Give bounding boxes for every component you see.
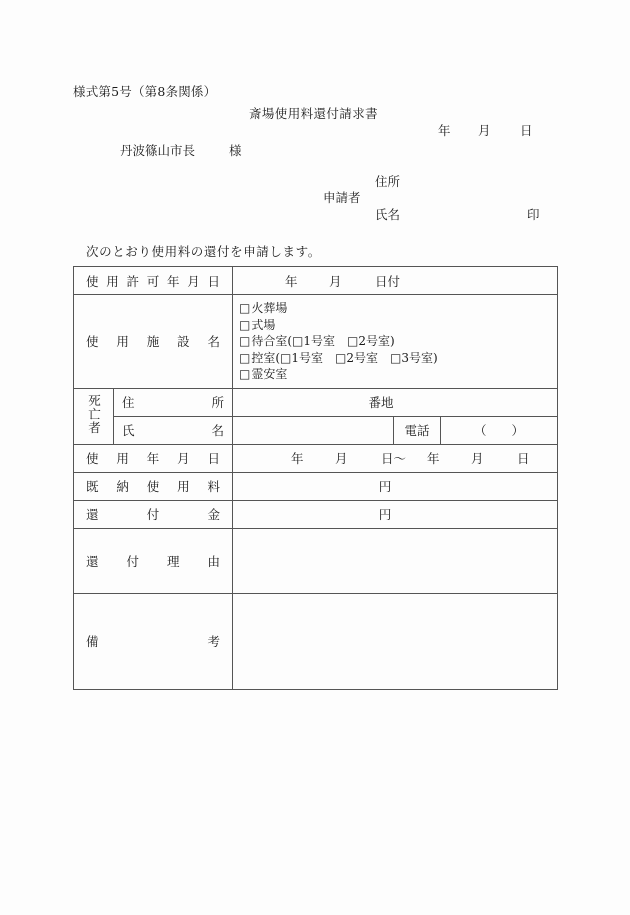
remarks-label-cell bbox=[74, 593, 233, 689]
deceased-tel-label: 電話 bbox=[404, 423, 430, 439]
permit-date-value bbox=[233, 272, 557, 290]
facility-label-cell bbox=[74, 295, 233, 389]
facility-option-anteroom[interactable] bbox=[239, 350, 557, 367]
permit-year-label: 年 bbox=[285, 273, 298, 289]
refund-request-table bbox=[73, 266, 558, 690]
deceased-label-cell bbox=[74, 388, 114, 444]
use-date-label-cell bbox=[74, 444, 233, 472]
facility-option-label: 式場 bbox=[251, 317, 276, 332]
facility-option-ceremony-hall[interactable] bbox=[239, 317, 557, 334]
checkbox-icon[interactable]: □ bbox=[239, 350, 251, 365]
deceased-address-label: 住所 bbox=[122, 395, 225, 411]
date-day-label: 日 bbox=[520, 123, 533, 138]
applicant-name-label: 氏名 bbox=[375, 207, 401, 222]
table-row-remarks bbox=[74, 593, 558, 689]
remarks-value-cell[interactable] bbox=[233, 593, 558, 689]
facility-option-mortuary[interactable] bbox=[239, 366, 557, 383]
use-date-to-year: 年 bbox=[427, 451, 440, 467]
use-date-from-month: 月 bbox=[335, 451, 348, 467]
refund-reason-label-cell bbox=[74, 528, 233, 593]
paid-fee-label: 既納使用料 bbox=[86, 479, 221, 495]
refund-amount-value-cell[interactable] bbox=[233, 500, 558, 528]
refund-amount-label-cell bbox=[74, 500, 233, 528]
intro-sentence: 次のとおり使用料の還付を申請します。 bbox=[86, 244, 321, 259]
facility-options-cell[interactable] bbox=[233, 295, 558, 389]
paid-fee-label-cell bbox=[74, 472, 233, 500]
permit-day-label: 日付 bbox=[375, 273, 401, 289]
deceased-name-label-cell bbox=[114, 416, 233, 444]
checkbox-icon[interactable]: □ bbox=[239, 301, 251, 315]
deceased-label: 死亡者 bbox=[86, 394, 102, 435]
permit-month-label: 月 bbox=[329, 273, 342, 289]
facility-option-label: 霊安室 bbox=[251, 367, 288, 382]
date-year-label: 年 bbox=[438, 123, 451, 138]
deceased-address-label-cell bbox=[114, 388, 233, 416]
refund-reason-label: 還付理由 bbox=[86, 553, 221, 569]
deceased-name-label: 氏名 bbox=[122, 423, 225, 439]
facility-option-crematorium[interactable] bbox=[239, 300, 557, 317]
paid-fee-value-cell[interactable] bbox=[233, 472, 558, 500]
permit-date-value-cell[interactable] bbox=[233, 267, 558, 295]
table-row-refund-amount bbox=[74, 500, 558, 528]
table-row-deceased-name bbox=[74, 416, 558, 444]
checkbox-icon[interactable]: □ bbox=[239, 317, 251, 332]
table-row-use-date bbox=[74, 444, 558, 472]
refund-amount-unit: 円 bbox=[378, 507, 392, 523]
deceased-address-value-cell[interactable] bbox=[233, 388, 558, 416]
facility-label: 使用施設名 bbox=[86, 334, 221, 350]
form-number: 様式第5号（第8条関係） bbox=[73, 84, 217, 99]
deceased-name-value-cell[interactable] bbox=[233, 416, 394, 444]
checkbox-icon[interactable]: □ bbox=[239, 367, 251, 382]
addressee-name: 丹波篠山市長 bbox=[120, 143, 196, 158]
deceased-address-suffix: 番地 bbox=[368, 395, 394, 411]
use-date-from-day: 日～ bbox=[381, 451, 407, 467]
remarks-label: 備考 bbox=[86, 634, 221, 650]
table-row-refund-reason bbox=[74, 528, 558, 593]
use-date-to-day: 日 bbox=[517, 451, 530, 467]
applicant-seal-label: 印 bbox=[527, 207, 540, 222]
applicant-label: 申請者 bbox=[323, 190, 361, 205]
deceased-tel-label-cell bbox=[394, 416, 441, 444]
applicant-address-label: 住所 bbox=[375, 174, 401, 189]
document-title: 斎場使用料還付請求書 bbox=[249, 106, 379, 121]
permit-date-label-cell bbox=[74, 267, 233, 295]
paid-fee-unit: 円 bbox=[378, 479, 392, 495]
deceased-tel-value-cell[interactable] bbox=[441, 416, 558, 444]
deceased-tel-value: （ ） bbox=[474, 423, 525, 439]
refund-amount-label: 還付金 bbox=[86, 507, 221, 523]
use-date-value bbox=[233, 449, 557, 467]
checkbox-icon[interactable]: □ bbox=[239, 334, 251, 349]
refund-reason-value-cell[interactable] bbox=[233, 528, 558, 593]
facility-option-label: 火葬場 bbox=[251, 301, 288, 315]
table-row-paid-fee bbox=[74, 472, 558, 500]
use-date-to-month: 月 bbox=[471, 451, 484, 467]
facility-checkbox-list bbox=[233, 295, 557, 388]
facility-option-waiting-room[interactable] bbox=[239, 333, 557, 350]
permit-date-label: 使用許可年月日 bbox=[86, 273, 221, 289]
table-row-facility bbox=[74, 295, 558, 389]
date-month-label: 月 bbox=[478, 123, 491, 138]
table-row-permit-date bbox=[74, 267, 558, 295]
addressee bbox=[120, 141, 242, 159]
submission-date-line bbox=[438, 121, 534, 139]
use-date-value-cell[interactable] bbox=[233, 444, 558, 472]
facility-option-label: 待合室(□1号室 □2号室) bbox=[251, 334, 395, 349]
facility-option-label: 控室(□1号室 □2号室 □3号室) bbox=[251, 350, 438, 365]
addressee-honorific: 様 bbox=[229, 143, 242, 158]
use-date-label: 使用年月日 bbox=[86, 451, 221, 467]
use-date-from-year: 年 bbox=[291, 451, 304, 467]
table-row-deceased-address bbox=[74, 388, 558, 416]
